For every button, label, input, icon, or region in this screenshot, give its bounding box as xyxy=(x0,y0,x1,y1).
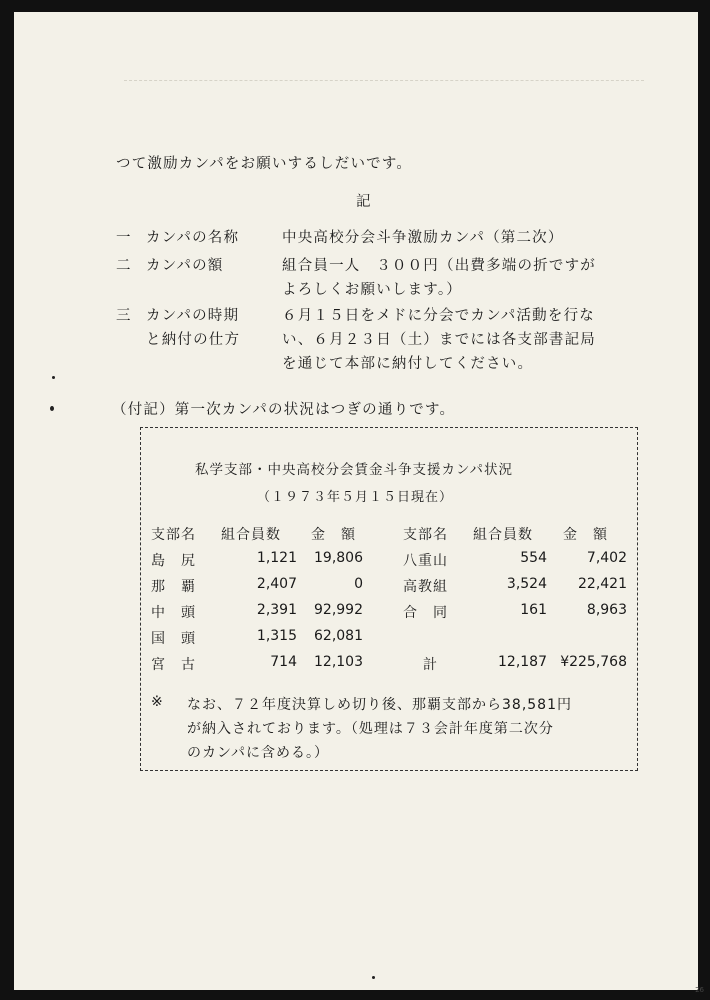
item-3-text-line2: い、６月２３日（土）までには各支部書記局 xyxy=(282,332,596,348)
table-row-branch: 国 頭 xyxy=(151,631,196,647)
item-2-number: 二 xyxy=(116,258,132,274)
table-row-branch: 宮 古 xyxy=(151,657,196,673)
page-number: 26 xyxy=(695,986,704,994)
table-row-amount: 0 xyxy=(354,576,363,592)
table-row-members: 161 xyxy=(520,602,547,618)
table-row-amount: 92,992 xyxy=(314,602,363,618)
total-label: 計 xyxy=(423,657,438,673)
ki-heading: 記 xyxy=(356,194,372,210)
total-amount: ¥225,768 xyxy=(560,654,627,670)
table-row-members: 714 xyxy=(270,654,297,670)
margin-speck xyxy=(50,406,54,411)
item-1-number: 一 xyxy=(116,230,132,246)
item-3-label-line2: と納付の仕方 xyxy=(146,332,241,348)
table-row-branch: 高教組 xyxy=(403,579,448,595)
table-title: 私学支部・中央高校分会賃金斗争支援カンパ状況 xyxy=(195,462,514,478)
document-page xyxy=(14,12,698,990)
note-heading: （付記）第一次カンパの状況はつぎの通りです。 xyxy=(112,402,456,418)
table-row-amount: 19,806 xyxy=(314,550,363,566)
table-row-amount: 7,402 xyxy=(586,550,627,566)
table-row-members: 1,121 xyxy=(256,550,297,566)
faint-ruled-line xyxy=(124,80,644,82)
item-1-label: カンパの名称 xyxy=(146,230,240,246)
item-1-text: 中央高校分会斗争激励カンパ（第二次） xyxy=(282,230,564,246)
item-2-text-line2: よろしくお願いします。） xyxy=(282,282,462,298)
header-branch-right: 支部名 xyxy=(403,527,448,543)
table-row-amount: 22,421 xyxy=(578,576,627,592)
item-2-text-line1: 組合員一人 ３００円（出費多端の折ですが xyxy=(282,258,596,274)
table-row-branch: 中 頭 xyxy=(151,605,196,621)
header-amount-right: 金 額 xyxy=(563,527,608,543)
item-3-label: カンパの時期 xyxy=(146,308,240,324)
campaign-status-box xyxy=(140,427,638,771)
note-line: のカンパに含める。） xyxy=(187,745,330,761)
header-branch-left: 支部名 xyxy=(151,527,196,543)
item-3-text-line3: を通じて本部に納付してください。 xyxy=(282,356,534,372)
table-row-amount: 8,963 xyxy=(586,602,627,618)
margin-speck xyxy=(52,376,55,379)
table-row-branch: 那 覇 xyxy=(151,579,196,595)
table-row-amount: 12,103 xyxy=(314,654,363,670)
note-line: なお、７２年度決算しめ切り後、那覇支部から38,581円 xyxy=(187,697,572,713)
table-row-members: 2,391 xyxy=(256,602,297,618)
item-3-text-line1: ６月１５日をメドに分会でカンパ活動を行な xyxy=(282,308,595,324)
table-date: （１９７３年５月１５日現在） xyxy=(257,490,454,505)
header-members-left: 組合員数 xyxy=(221,527,281,543)
table-row-amount: 62,081 xyxy=(314,628,363,644)
total-members: 12,187 xyxy=(498,654,547,670)
table-row-members: 554 xyxy=(520,550,547,566)
item-2-label: カンパの額 xyxy=(146,258,224,274)
note-mark: ※ xyxy=(151,694,164,710)
item-3-number: 三 xyxy=(116,308,132,324)
intro-text: つて激励カンパをお願いするしだいです。 xyxy=(116,156,413,172)
table-row-members: 1,315 xyxy=(256,628,297,644)
table-row-branch: 合 同 xyxy=(403,605,448,621)
table-row-members: 3,524 xyxy=(506,576,547,592)
table-row-branch: 島 尻 xyxy=(151,553,196,569)
table-row-branch: 八重山 xyxy=(403,553,448,569)
table-row-members: 2,407 xyxy=(256,576,297,592)
note-line: が納入されております。（処理は７３会計年度第二次分 xyxy=(187,721,554,737)
header-members-right: 組合員数 xyxy=(473,527,533,543)
bottom-speck xyxy=(372,976,375,979)
header-amount-left: 金 額 xyxy=(311,527,356,543)
